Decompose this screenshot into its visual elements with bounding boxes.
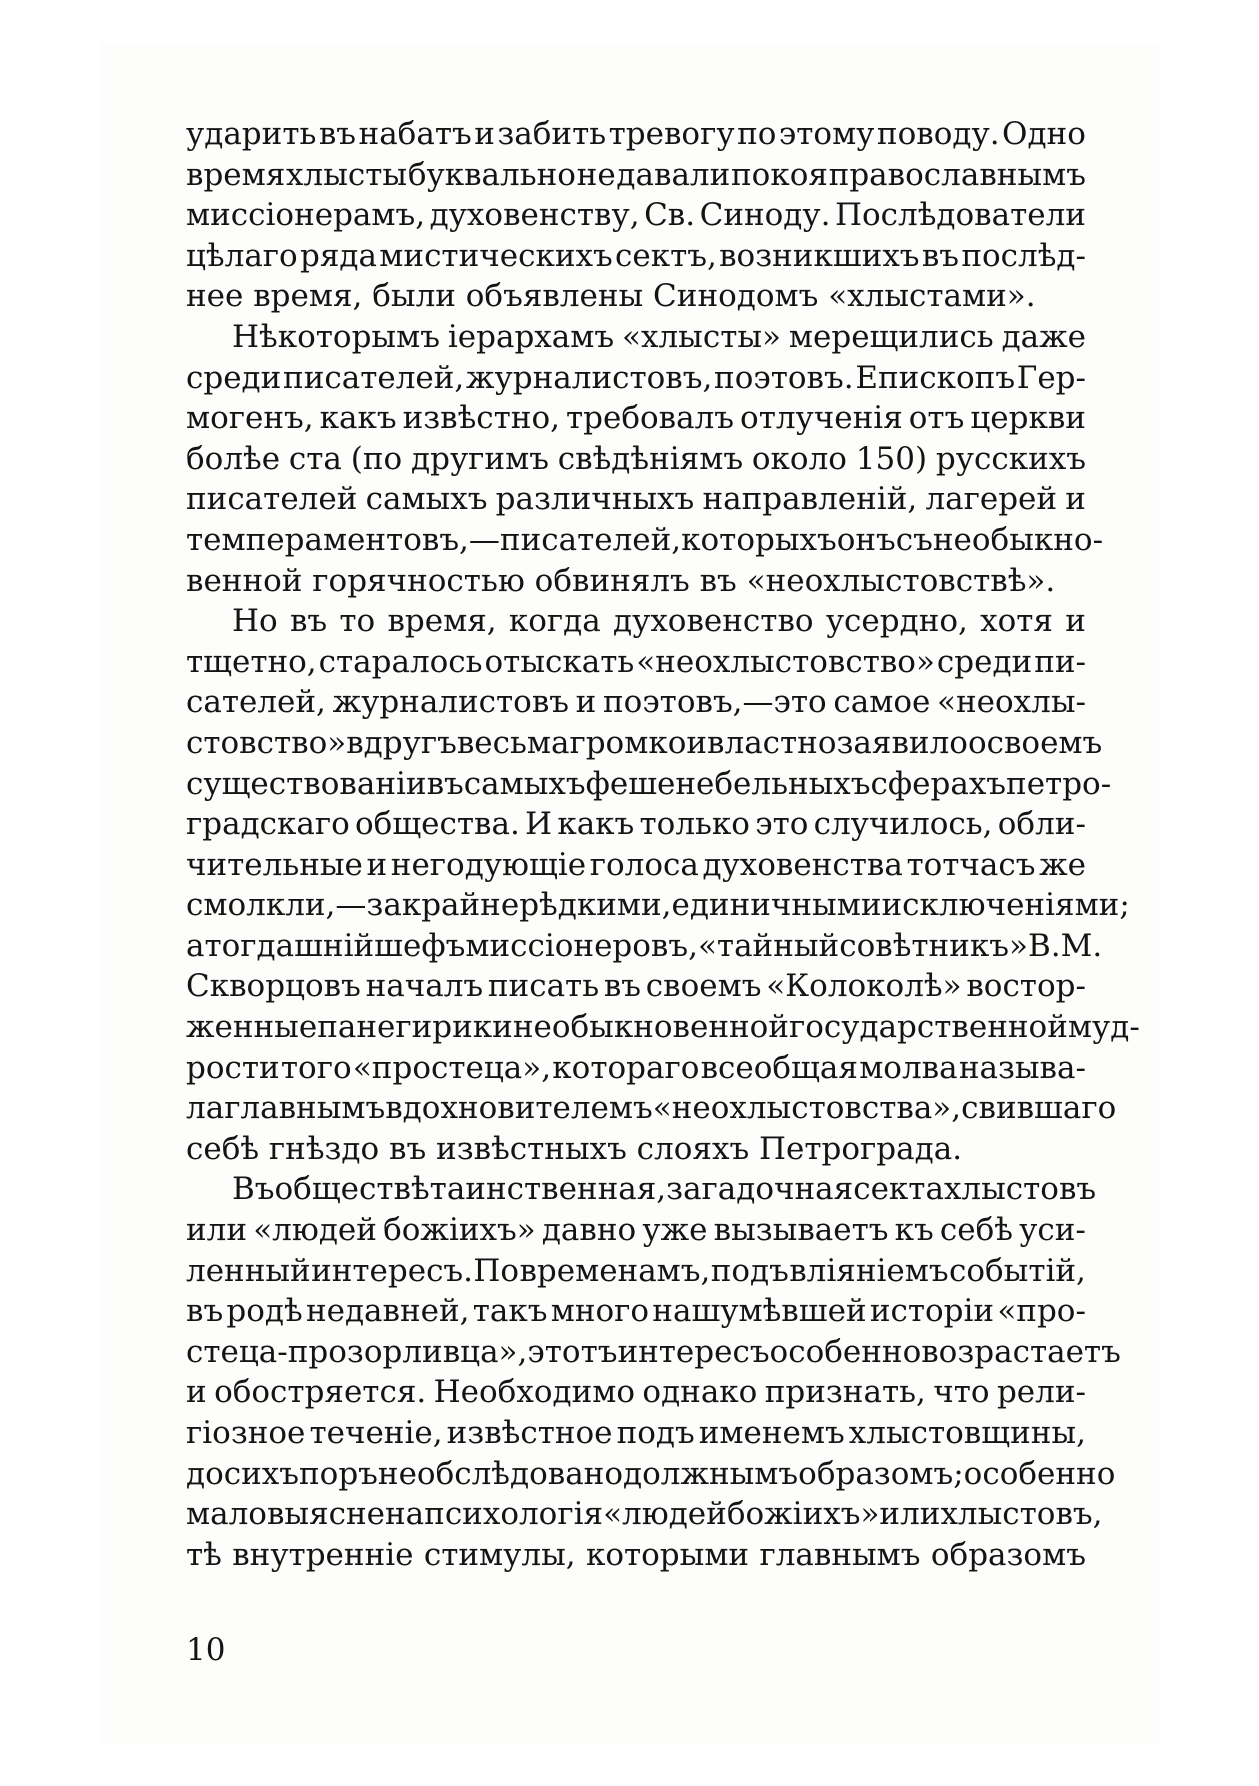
word: рѣдкими, bbox=[519, 887, 672, 924]
word: «простеца», bbox=[352, 1049, 552, 1086]
word: Гер- bbox=[1016, 359, 1086, 396]
word: крайне bbox=[401, 887, 520, 924]
word: хлысты bbox=[286, 156, 408, 193]
word: возникшихъ bbox=[719, 237, 920, 274]
word: писателей, bbox=[283, 359, 465, 396]
word: забить bbox=[497, 116, 607, 152]
word: голоса bbox=[589, 846, 699, 883]
word: даже bbox=[1001, 318, 1086, 355]
word: поръ bbox=[299, 1455, 378, 1492]
word: необыкно- bbox=[932, 521, 1104, 558]
word: главнымъ bbox=[224, 1090, 386, 1127]
word: и bbox=[366, 846, 388, 883]
word: которыми bbox=[585, 1536, 750, 1573]
word: шефъ bbox=[374, 927, 466, 964]
word: самыхъ bbox=[463, 765, 586, 802]
word: въ bbox=[186, 1293, 224, 1330]
word: вдохновителемъ bbox=[385, 1090, 653, 1127]
word: «неохлы- bbox=[937, 684, 1086, 721]
text-line bbox=[186, 520, 1104, 561]
word: и bbox=[186, 1374, 207, 1411]
word: такъ bbox=[472, 1293, 548, 1330]
text-line bbox=[186, 439, 1086, 480]
word: загадочная bbox=[666, 1171, 854, 1208]
line-text: себѣ гнѣздо въ извѣстныхъ слояхъ Петрограда. bbox=[186, 1130, 963, 1167]
text-line bbox=[186, 845, 1086, 886]
word: миссіонерамъ, bbox=[186, 197, 426, 234]
word: образомъ bbox=[930, 1536, 1086, 1573]
word: и bbox=[1065, 603, 1086, 640]
word: (по bbox=[350, 440, 403, 477]
text-line bbox=[186, 1048, 1086, 1089]
word: въ bbox=[921, 237, 960, 274]
word: градскаго bbox=[186, 806, 350, 843]
word: Епископъ bbox=[855, 359, 1016, 396]
word: же bbox=[1039, 846, 1086, 883]
text-line bbox=[186, 479, 1086, 520]
text-line bbox=[186, 561, 1086, 602]
word: уже bbox=[642, 1212, 708, 1249]
word: и bbox=[474, 116, 495, 152]
word: смолкли,—за bbox=[186, 887, 402, 924]
word: хлыстовъ bbox=[943, 1171, 1097, 1208]
word: около bbox=[751, 440, 847, 477]
word: образомъ; bbox=[798, 1455, 964, 1492]
word: усердно, bbox=[825, 603, 968, 640]
text-line bbox=[186, 1169, 1097, 1210]
text-line bbox=[186, 885, 1130, 926]
word: «тайный bbox=[697, 927, 840, 964]
word: «неохлыстовства», bbox=[652, 1090, 962, 1127]
word: требовалъ bbox=[566, 400, 735, 437]
word: таинственная, bbox=[429, 1171, 667, 1208]
word: давали bbox=[616, 156, 731, 193]
word: отыскать bbox=[484, 643, 635, 680]
line-text: венной горячностью обвинялъ въ «неохлыстовствѣ». bbox=[186, 562, 1056, 599]
word: тогдашній bbox=[204, 927, 375, 964]
word: что bbox=[933, 1374, 990, 1411]
word: востор- bbox=[966, 968, 1086, 1005]
line-text: нее время, были объявлены Синодомъ «хлыстами». bbox=[186, 278, 1036, 315]
text-line bbox=[186, 926, 1103, 967]
word: въ bbox=[426, 765, 464, 802]
text-line bbox=[186, 358, 1086, 399]
word: единичными bbox=[671, 887, 882, 924]
word: тѣ bbox=[186, 1536, 222, 1573]
word: писателей bbox=[186, 481, 358, 518]
word: главнымъ bbox=[759, 1536, 921, 1573]
word: свѣдѣніямъ bbox=[557, 440, 744, 477]
word: петро- bbox=[1006, 765, 1112, 802]
word: свившаго bbox=[961, 1090, 1117, 1127]
text-line bbox=[186, 642, 1086, 683]
word: писать bbox=[487, 968, 600, 1005]
word: уси- bbox=[1019, 1212, 1086, 1249]
word: гіозное bbox=[186, 1415, 306, 1451]
word: властно bbox=[707, 724, 837, 761]
word: ла bbox=[186, 1090, 225, 1127]
word: случилось, bbox=[813, 806, 993, 843]
word: поводу. bbox=[876, 116, 1000, 152]
text-line bbox=[186, 195, 1086, 236]
word: «Колоколѣ» bbox=[766, 968, 962, 1005]
word: русскихъ bbox=[935, 440, 1086, 477]
word: набатъ bbox=[358, 116, 472, 152]
word: съ bbox=[895, 521, 933, 558]
word: психологія bbox=[424, 1496, 604, 1533]
word: возрастаетъ bbox=[921, 1333, 1121, 1370]
text-line bbox=[186, 276, 1086, 317]
word: молва bbox=[859, 1049, 958, 1086]
word: покоя bbox=[731, 156, 828, 193]
word: обслѣдовано bbox=[416, 1455, 624, 1492]
word: 150) bbox=[855, 440, 928, 477]
word: и bbox=[1065, 481, 1086, 518]
word: муд- bbox=[1067, 1009, 1140, 1046]
word: событій, bbox=[948, 1252, 1086, 1289]
text-line bbox=[186, 1372, 1086, 1413]
word: недавней, bbox=[305, 1293, 470, 1330]
page-number: 10 bbox=[186, 1632, 226, 1668]
word: поэтовъ. bbox=[714, 359, 854, 396]
word: и bbox=[686, 724, 708, 761]
word: исторіи bbox=[869, 1293, 995, 1330]
text-line bbox=[186, 114, 1086, 155]
text-line bbox=[186, 601, 1086, 642]
page-body-text bbox=[186, 114, 1140, 1575]
word: началъ bbox=[365, 968, 484, 1005]
word: которыхъ bbox=[681, 521, 837, 558]
word: Въ bbox=[232, 1171, 275, 1208]
word: исключеніями; bbox=[881, 887, 1130, 924]
word: направленій, bbox=[702, 481, 918, 518]
word: ряда bbox=[300, 237, 377, 274]
word: особенно bbox=[963, 1455, 1116, 1492]
word: временамъ, bbox=[519, 1252, 711, 1289]
word: миссіонеровъ, bbox=[465, 927, 698, 964]
word: буквально bbox=[407, 156, 576, 193]
word: другимъ bbox=[411, 440, 549, 477]
word: Нѣкоторымъ bbox=[232, 318, 440, 355]
word: время bbox=[186, 156, 286, 193]
word: выяснена bbox=[266, 1496, 425, 1533]
word: божіихъ» bbox=[726, 1496, 880, 1533]
word: «людей bbox=[253, 1212, 377, 1249]
word: этотъ bbox=[527, 1333, 618, 1370]
word: подъ bbox=[616, 1415, 695, 1451]
text-line bbox=[186, 1535, 1086, 1576]
word: вліяніемъ bbox=[789, 1252, 949, 1289]
word: болѣе bbox=[186, 440, 281, 477]
word: извѣстно, bbox=[402, 400, 560, 437]
word: общества. bbox=[355, 806, 520, 843]
word: извѣстное bbox=[446, 1415, 613, 1451]
word: какъ bbox=[557, 806, 635, 843]
word: много bbox=[550, 1293, 650, 1330]
text-line bbox=[186, 804, 1086, 845]
word: хотя bbox=[980, 603, 1053, 640]
word: хлыстовъ, bbox=[940, 1496, 1103, 1533]
word: «про- bbox=[997, 1293, 1086, 1330]
word: темпераментовъ,—писателей, bbox=[186, 521, 682, 558]
word: называ- bbox=[958, 1049, 1086, 1086]
word: сателей, bbox=[186, 684, 326, 721]
text-line bbox=[186, 1251, 1086, 1292]
word: тревогу bbox=[608, 116, 735, 152]
word: или bbox=[186, 1212, 248, 1249]
text-line bbox=[186, 1413, 1086, 1454]
word: признать, bbox=[764, 1374, 926, 1411]
word: всеобщая bbox=[700, 1049, 858, 1086]
word: однако bbox=[642, 1374, 758, 1411]
word: тотчасъ bbox=[906, 846, 1036, 883]
word: какъ bbox=[319, 400, 397, 437]
word: давно bbox=[541, 1212, 637, 1249]
text-line bbox=[186, 1454, 1116, 1495]
word: различныхъ bbox=[495, 481, 695, 518]
word: мерещились bbox=[788, 318, 994, 355]
word: когда bbox=[508, 603, 601, 640]
word: стовство» bbox=[186, 724, 347, 761]
word: хлыстовщины, bbox=[848, 1415, 1086, 1451]
word: «хлысты» bbox=[622, 318, 781, 355]
word: стимулы, bbox=[423, 1536, 576, 1573]
word: «неохлыстовство» bbox=[636, 643, 935, 680]
word: по bbox=[737, 116, 777, 152]
text-line bbox=[186, 1494, 1103, 1535]
text-line bbox=[186, 723, 1103, 764]
word: отлученія bbox=[740, 400, 903, 437]
word: духовенству, bbox=[429, 197, 640, 234]
text-line bbox=[186, 1332, 1121, 1373]
word: Но bbox=[232, 603, 278, 640]
word: внутренніе bbox=[232, 1536, 414, 1573]
word: Скворцовъ bbox=[186, 968, 361, 1005]
word: цѣлаго bbox=[186, 237, 298, 274]
word: или bbox=[879, 1496, 941, 1533]
text-line bbox=[186, 966, 1086, 1007]
word: должнымъ bbox=[623, 1455, 799, 1492]
text-line bbox=[186, 682, 1086, 723]
word: совѣтникъ» bbox=[839, 927, 1028, 964]
word: духовенство bbox=[613, 603, 814, 640]
word: и bbox=[575, 684, 597, 721]
text-line bbox=[186, 764, 1112, 805]
word: рости bbox=[186, 1049, 280, 1086]
word: М. bbox=[1060, 927, 1103, 964]
word: до bbox=[186, 1455, 224, 1492]
word: заявило bbox=[836, 724, 968, 761]
word: Синоду. bbox=[699, 197, 831, 234]
word: Одно bbox=[1002, 116, 1086, 152]
word: того bbox=[280, 1049, 352, 1086]
word: Необходимо bbox=[433, 1374, 636, 1411]
word: Св. bbox=[644, 197, 696, 234]
word: женные bbox=[186, 1009, 318, 1046]
text-line bbox=[186, 236, 1086, 277]
word: сектъ, bbox=[615, 237, 717, 274]
word: чительные bbox=[186, 846, 363, 883]
word: нашумѣвшей bbox=[652, 1293, 867, 1330]
word: своемъ bbox=[986, 724, 1103, 761]
word: рели- bbox=[996, 1374, 1086, 1411]
word: журналистовъ bbox=[332, 684, 570, 721]
word: пи- bbox=[1034, 643, 1086, 680]
text-line bbox=[186, 1291, 1086, 1332]
word: къ bbox=[894, 1212, 934, 1249]
word: мало bbox=[186, 1496, 267, 1533]
word: существованіи bbox=[186, 765, 427, 802]
word: онъ bbox=[836, 521, 896, 558]
word: теченіе, bbox=[309, 1415, 443, 1451]
word: поэтовъ,—это bbox=[603, 684, 827, 721]
word: обостряется. bbox=[214, 1374, 427, 1411]
word: послѣд- bbox=[961, 237, 1086, 274]
text-line bbox=[186, 398, 1086, 439]
word: мистическихъ bbox=[379, 237, 613, 274]
word: обли- bbox=[997, 806, 1086, 843]
word: старалось bbox=[318, 643, 483, 680]
word: вызываетъ bbox=[713, 1212, 889, 1249]
word: не bbox=[576, 156, 616, 193]
word: ленный bbox=[186, 1252, 311, 1289]
word: «людей bbox=[603, 1496, 727, 1533]
word: могенъ, bbox=[186, 400, 314, 437]
word: это bbox=[755, 806, 809, 843]
word: По bbox=[473, 1252, 520, 1289]
word: особенно bbox=[769, 1333, 922, 1370]
word: самыхъ bbox=[365, 481, 488, 518]
word: церкви bbox=[970, 400, 1086, 437]
word: ударить bbox=[186, 116, 317, 152]
word: среди bbox=[936, 643, 1033, 680]
word: именемъ bbox=[698, 1415, 845, 1451]
word: время, bbox=[387, 603, 497, 640]
word: іерархамъ bbox=[447, 318, 615, 355]
word: весьма bbox=[456, 724, 570, 761]
word: подъ bbox=[710, 1252, 789, 1289]
word: не bbox=[377, 1455, 417, 1492]
word: панегирики bbox=[317, 1009, 513, 1046]
word: только bbox=[639, 806, 750, 843]
text-line bbox=[186, 1210, 1086, 1251]
word: Послѣдователи bbox=[834, 197, 1086, 234]
text-line bbox=[186, 1088, 1117, 1129]
word: журналистовъ, bbox=[466, 359, 713, 396]
word: сферахъ bbox=[870, 765, 1007, 802]
word: государственной bbox=[788, 1009, 1068, 1046]
word: въ bbox=[603, 968, 642, 1005]
word: духовенства bbox=[702, 846, 903, 883]
text-line bbox=[186, 1129, 1086, 1170]
word: секта bbox=[853, 1171, 944, 1208]
word: стеца-прозорливца», bbox=[186, 1333, 528, 1370]
word: своемъ bbox=[645, 968, 762, 1005]
word: себѣ bbox=[939, 1212, 1013, 1249]
word: а bbox=[186, 927, 205, 964]
word: самое bbox=[833, 684, 931, 721]
word: обществѣ bbox=[274, 1171, 430, 1208]
word: отъ bbox=[908, 400, 965, 437]
word: интересъ bbox=[617, 1333, 770, 1370]
word: въ bbox=[318, 116, 357, 152]
word: сихъ bbox=[223, 1455, 299, 1492]
word: ста bbox=[288, 440, 342, 477]
word: этому bbox=[778, 116, 875, 152]
text-line bbox=[186, 317, 1086, 358]
word: родѣ bbox=[226, 1293, 303, 1330]
word: интересъ. bbox=[311, 1252, 474, 1289]
word: православнымъ bbox=[828, 156, 1086, 193]
text-line bbox=[186, 155, 1086, 196]
word: среди bbox=[186, 359, 282, 396]
word: фешенебельныхъ bbox=[585, 765, 871, 802]
word: въ bbox=[289, 603, 328, 640]
word: И bbox=[525, 806, 553, 843]
word: негодующіе bbox=[390, 846, 587, 883]
word: лагерей bbox=[925, 481, 1058, 518]
word: В. bbox=[1027, 927, 1061, 964]
word: то bbox=[339, 603, 376, 640]
word: котораго bbox=[552, 1049, 700, 1086]
word: громко bbox=[569, 724, 687, 761]
word: вдругъ bbox=[346, 724, 457, 761]
word: необыкновенной bbox=[512, 1009, 789, 1046]
word: о bbox=[967, 724, 987, 761]
text-line bbox=[186, 1007, 1140, 1048]
word: божіихъ» bbox=[383, 1212, 536, 1249]
word: тщетно, bbox=[186, 643, 317, 680]
